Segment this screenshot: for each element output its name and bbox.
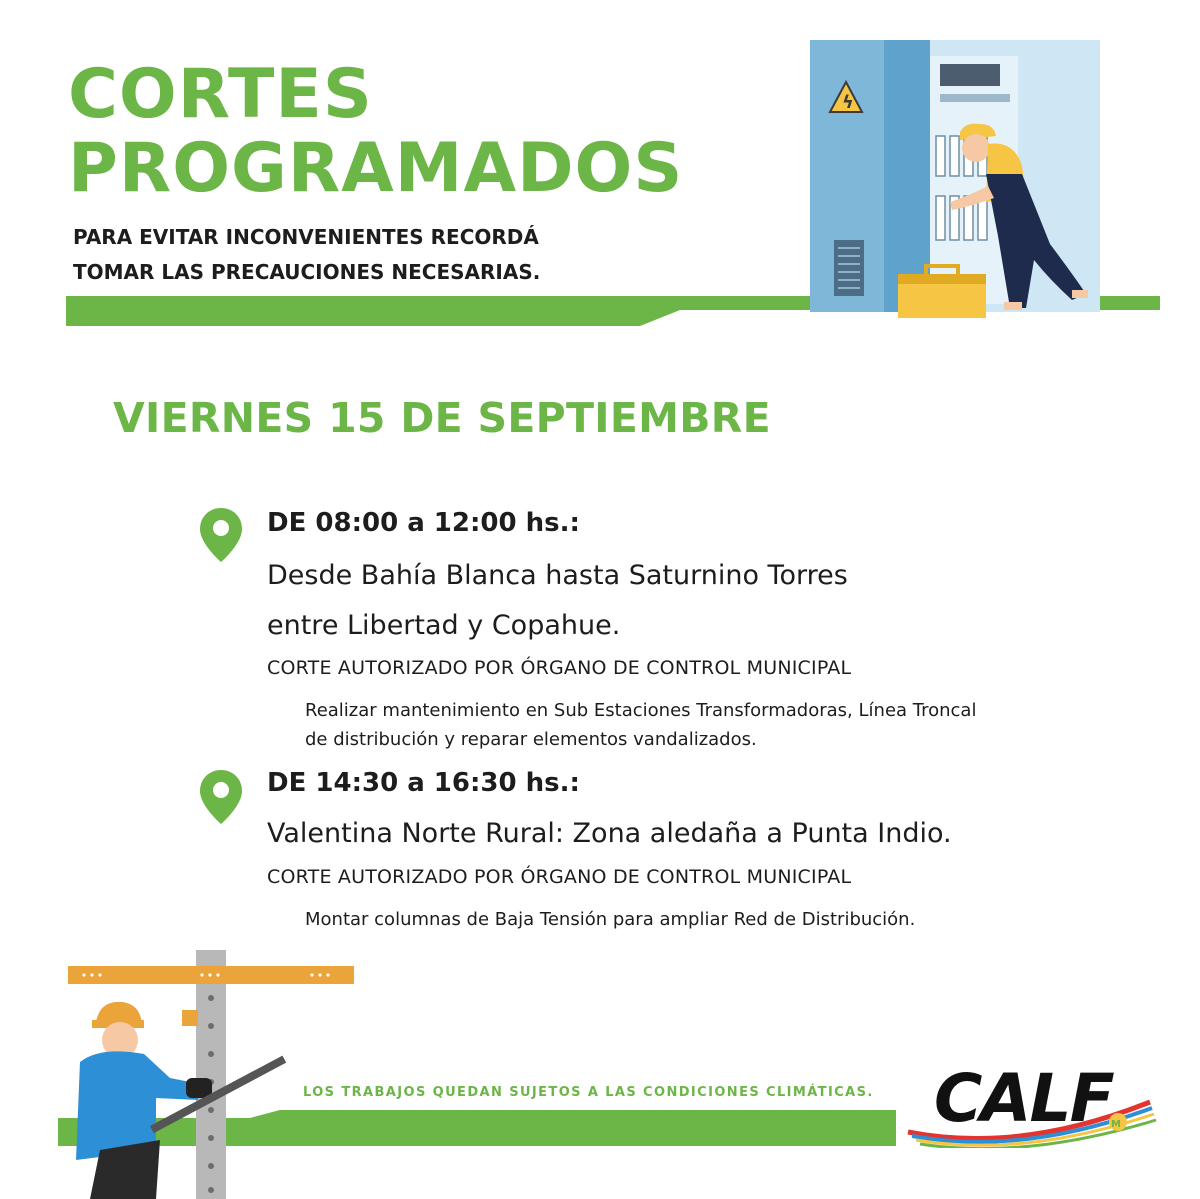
footer-note: LOS TRABAJOS QUEDAN SUJETOS A LAS CONDICIONES CLIMÁTICAS. <box>303 1085 874 1100</box>
calf-logo <box>900 1058 1165 1148</box>
outage-1-place-line-1: Desde Bahía Blanca hasta Saturnino Torres <box>267 560 848 591</box>
outage-1-description-line-2: de distribución y reparar elementos vandalizados. <box>305 729 757 750</box>
location-pin-icon <box>198 506 244 564</box>
title-line-1: CORTES <box>68 55 373 134</box>
outage-1-place-line-2: entre Libertad y Copahue. <box>267 610 621 641</box>
outage-date: VIERNES 15 DE SEPTIEMBRE <box>113 394 771 442</box>
electrician-cabinet-illustration <box>800 36 1110 326</box>
outage-2-time: DE 14:30 a 16:30 hs.: <box>267 768 580 798</box>
title-line-2: PROGRAMADOS <box>68 129 684 208</box>
logo-text: CALF <box>934 1060 1113 1137</box>
outage-2-authorization: CORTE AUTORIZADO POR ÓRGANO DE CONTROL MUNICIPAL <box>267 866 852 888</box>
outage-1-description-line-1: Realizar mantenimiento en Sub Estaciones Transformadoras, Línea Troncal <box>305 700 977 721</box>
outage-2-description <box>305 905 915 934</box>
location-pin-icon <box>198 768 244 826</box>
subtitle-line-1: PARA EVITAR INCONVENIENTES RECORDÁ <box>73 225 539 249</box>
outage-2-description-line-1: Montar columnas de Baja Tensión para ampliar Red de Distribución. <box>305 909 916 930</box>
subtitle <box>73 220 540 290</box>
subtitle-line-2: TOMAR LAS PRECAUCIONES NECESARIAS. <box>73 260 541 284</box>
svg-text:ϟ: ϟ <box>842 92 854 113</box>
lineman-pole-illustration <box>60 950 360 1199</box>
outage-1-description <box>305 696 976 754</box>
outage-2-place: Valentina Norte Rural: Zona aledaña a Punta Indio. <box>267 818 952 849</box>
svg-text:M: M <box>1111 1119 1121 1130</box>
outage-1-authorization: CORTE AUTORIZADO POR ÓRGANO DE CONTROL MUNICIPAL <box>267 657 852 679</box>
page-title <box>68 55 684 208</box>
outage-1-time: DE 08:00 a 12:00 hs.: <box>267 508 580 538</box>
